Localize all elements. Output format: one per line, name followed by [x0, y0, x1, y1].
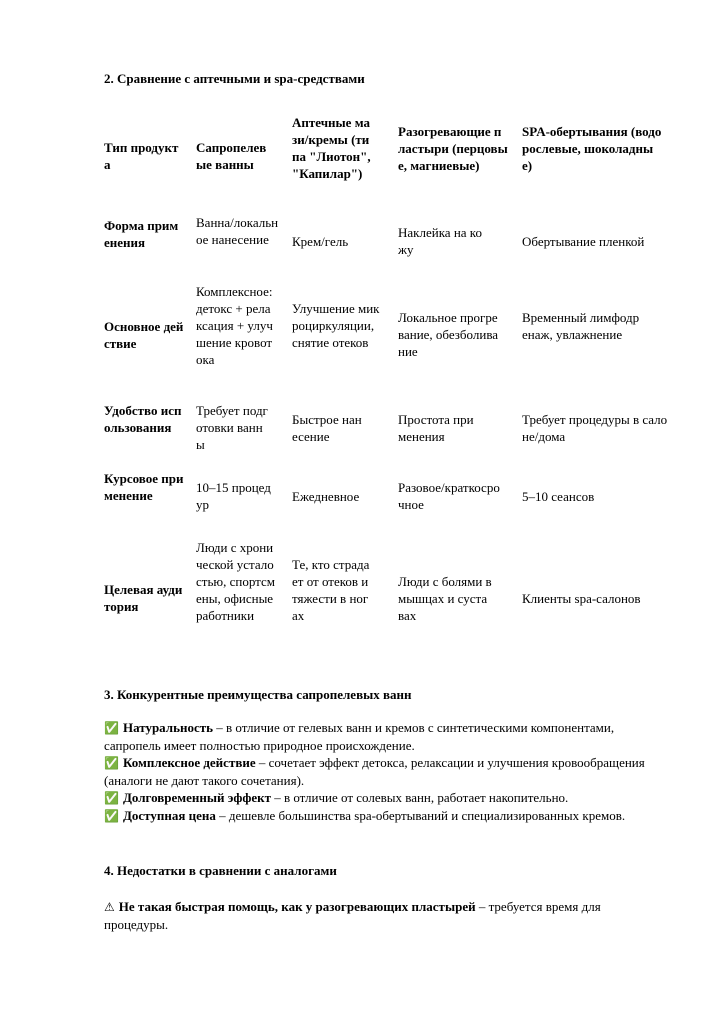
table-row-label-form: Форма применения [104, 218, 179, 250]
table-cell: Клиенты spa-салонов [522, 591, 641, 606]
advantages-list [104, 719, 664, 825]
table-cell: Разовое/краткосрочное [398, 480, 500, 512]
table-header-patches: Разогревающие пластыри (перцовые, магниевые) [398, 124, 508, 173]
checkmark-icon: ✅ [104, 721, 119, 735]
table-row-label-audience: Целевая аудитория [104, 582, 183, 614]
table-cell: Люди с болями в мышцах и суставах [398, 574, 492, 623]
list-item: ✅ Долговременный эффект – в отличие от солевых ванн, работает накопительно. [104, 790, 569, 805]
table-row-label-usability: Удобство использования [104, 403, 182, 435]
table-cell: Требует подготовки ванны [196, 403, 268, 452]
table-cell: Быстрое нанесение [292, 412, 362, 444]
table-cell: Ванна/локальное нанесение [196, 215, 279, 247]
table-cell: Простота применения [398, 412, 474, 444]
table-header-spa: SPA-обертывания (водорослевые, шоколадные) [522, 124, 662, 173]
checkmark-icon: ✅ [104, 756, 119, 770]
table-header-product-type: Тип продукта [104, 140, 179, 172]
table-cell: 5–10 сеансов [522, 489, 595, 504]
table-cell: Крем/гель [292, 234, 349, 249]
section-4-heading: 4. Недостатки в сравнении с аналогами [104, 863, 337, 878]
checkmark-icon: ✅ [104, 809, 119, 823]
table-cell: Наклейка на кожу [398, 225, 482, 257]
list-item: ✅ Комплексное действие – сочетает эффект детокса, релаксации и улучшения кровообращения (аналоги не дают такого сочетания). [104, 755, 645, 788]
table-row-label-course: Курсовое применение [104, 471, 184, 503]
table-header-pharmacy: Аптечные мази/кремы (типа "Лиотон", "Капилар") [292, 115, 371, 181]
list-item: ✅ Натуральность – в отличие от гелевых ванн и кремов с синтетическими компонентами, сапропель имеет полностью природное происхождение. [104, 720, 615, 753]
table-cell: Те, кто страдает от отеков и тяжести в ногах [292, 557, 370, 623]
table-row-label-action: Основное действие [104, 319, 184, 351]
section-2-heading: 2. Сравнение с аптечными и spa-средствами [104, 71, 365, 86]
table-cell: Обертывание пленкой [522, 234, 645, 249]
table-cell: Улучшение микроциркуляции, снятие отеков [292, 301, 380, 350]
table-cell: Временный лимфодренаж, увлажнение [522, 310, 640, 342]
table-cell: 10–15 процедур [196, 480, 271, 512]
disadvantage-item: ⚠ Не такая быстрая помощь, как у разогревающих пластырей – требуется время для процедуры. [104, 899, 601, 932]
table-cell: Локальное прогревание, обезболивание [398, 310, 499, 359]
table-cell: Комплексное: детокс + релаксация + улучшение кровотока [196, 284, 273, 367]
list-item: ✅ Доступная цена – дешевле большинства spa-обертываний и специализированных кремов. [104, 808, 626, 823]
table-cell: Ежедневное [292, 489, 360, 504]
checkmark-icon: ✅ [104, 791, 119, 805]
table-header-sapropel: Сапропелевые ванны [196, 140, 267, 172]
warning-icon: ⚠ [104, 900, 115, 914]
section-3-heading: 3. Конкурентные преимущества сапропелевых ванн [104, 687, 412, 702]
table-cell: Требует процедуры в салоне/дома [522, 412, 668, 444]
table-cell: Люди с хронической усталостью, спортсмены, офисные работники [196, 540, 275, 623]
